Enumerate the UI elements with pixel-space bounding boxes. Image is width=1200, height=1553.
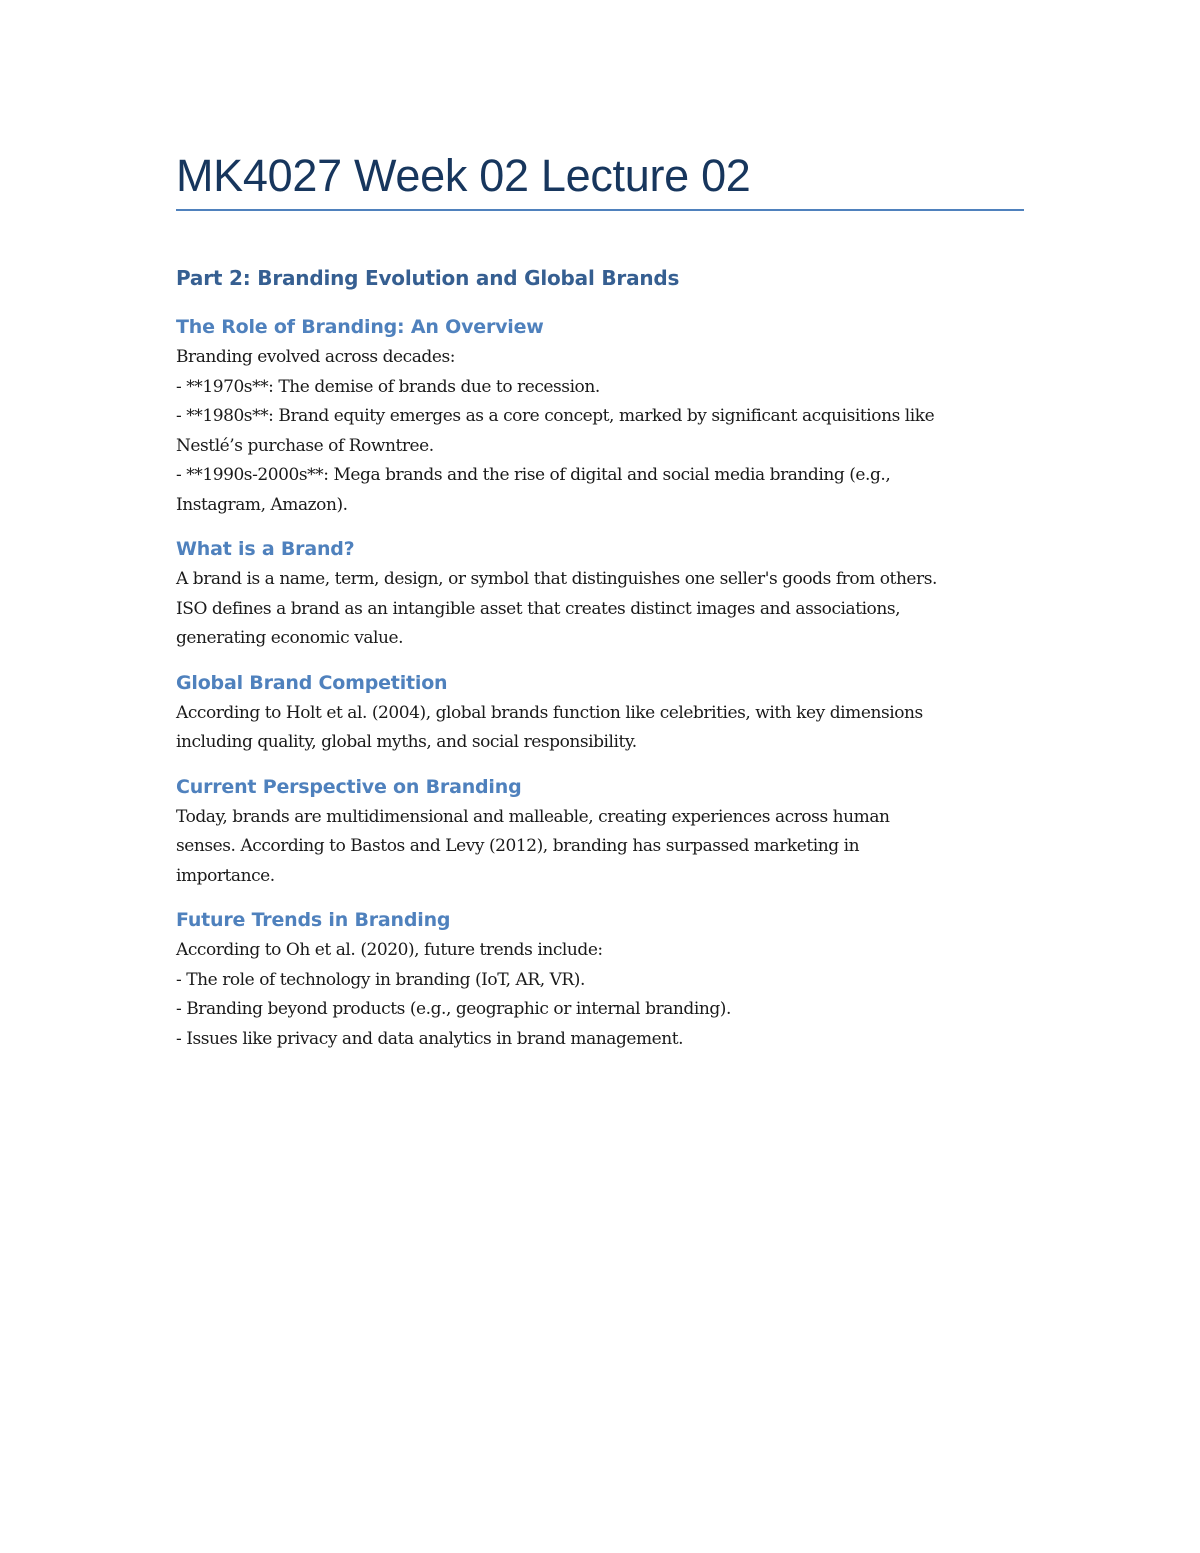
part-heading: Part 2: Branding Evolution and Global Brands (176, 266, 680, 290)
paragraph-line: - **1990s-2000s**: Mega brands and the rise of digital and social media branding (e.g., (176, 465, 891, 485)
paragraph-line: Instagram, Amazon). (176, 494, 348, 515)
section-global-brand-competition (176, 668, 1026, 758)
paragraph-line: According to Oh et al. (2020), future trends include: (176, 940, 603, 960)
paragraph-line: - Issues like privacy and data analytics in brand management. (176, 1028, 684, 1049)
title-divider (176, 209, 1024, 211)
section-future-trends (176, 905, 1026, 1054)
paragraph-line: generating economic value. (176, 628, 404, 648)
paragraph-line: Nestlé’s purchase of Rowntree. (176, 435, 434, 456)
paragraph-line: ISO defines a brand as an intangible asset that creates distinct images and associations, (176, 598, 901, 619)
section-heading: The Role of Branding: An Overview (176, 316, 544, 338)
paragraph-line: - **1980s**: Brand equity emerges as a core concept, marked by significant acquisitions like (176, 406, 935, 426)
paragraph-line: - The role of technology in branding (IoT, AR, VR). (176, 969, 585, 990)
section-role-of-branding (176, 312, 1026, 520)
document-title: MK4027 Week 02 Lecture 02 (176, 150, 751, 201)
paragraph-line: senses. According to Bastos and Levy (2012), branding has surpassed marketing in (176, 836, 860, 856)
paragraph-line: According to Holt et al. (2004), global brands function like celebrities, with key dimensions (176, 702, 923, 723)
paragraph-line: - Branding beyond products (e.g., geographic or internal branding). (176, 999, 731, 1019)
paragraph-line: A brand is a name, term, design, or symbol that distinguishes one seller's goods from others. (176, 569, 937, 589)
document-body (176, 262, 1026, 1068)
paragraph-line: including quality, global myths, and social responsibility. (176, 732, 637, 752)
section-heading: What is a Brand? (176, 538, 355, 560)
section-current-perspective (176, 772, 1026, 892)
paragraph-line: - **1970s**: The demise of brands due to recession. (176, 376, 600, 397)
section-what-is-a-brand (176, 534, 1026, 654)
section-heading: Global Brand Competition (176, 671, 448, 694)
section-heading: Future Trends in Branding (176, 909, 451, 931)
paragraph-line: Today, brands are multidimensional and malleable, creating experiences across human (176, 806, 890, 827)
section-heading: Current Perspective on Branding (176, 775, 522, 798)
paragraph-line: importance. (176, 865, 275, 886)
paragraph-line: Branding evolved across decades: (176, 347, 456, 367)
